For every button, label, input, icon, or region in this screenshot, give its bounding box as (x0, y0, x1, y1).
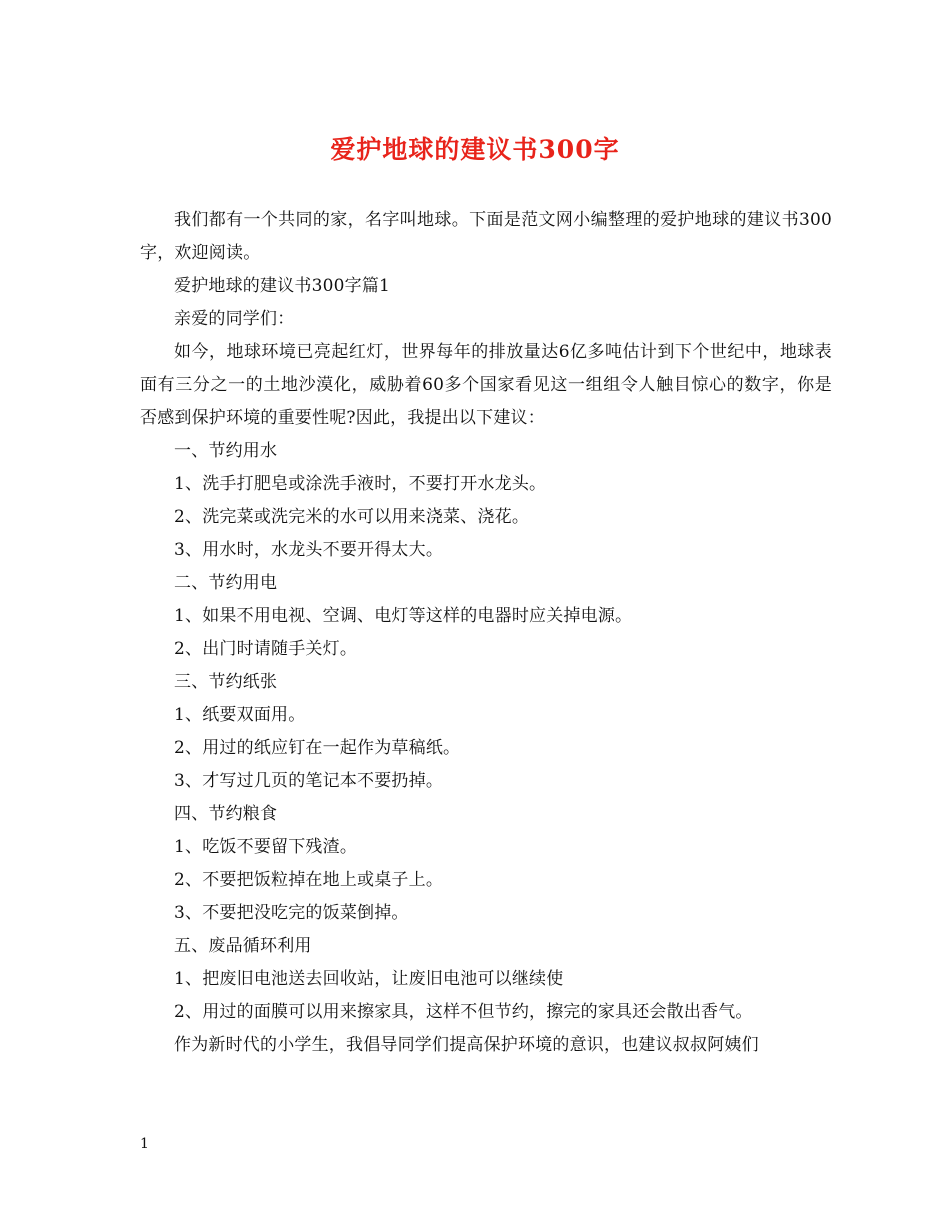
subheading-recycling: 五、废品循环利用 (174, 936, 312, 956)
page-number: 1 (140, 1136, 149, 1152)
list-item: 2、用过的纸应钉在一起作为草稿纸。 (174, 738, 461, 758)
list-item: 1、纸要双面用。 (174, 705, 306, 725)
salutation: 亲爱的同学们： (174, 309, 295, 329)
list-item: 2、出门时请随手关灯。 (174, 639, 358, 659)
list-item: 1、把废旧电池送去回收站，让废旧电池可以继续使 (174, 969, 564, 989)
list-item: 3、不要把没吃完的饭菜倒掉。 (174, 903, 409, 923)
intro-paragraph: 我们都有一个共同的家，名字叫地球。下面是范文网小编整理的爱护地球的建议书300字，欢迎阅读。 (140, 210, 832, 263)
subheading-electricity: 二、节约用电 (174, 573, 278, 593)
section-heading: 爱护地球的建议书300字篇1 (174, 276, 391, 296)
list-item: 2、不要把饭粒掉在地上或桌子上。 (174, 870, 444, 890)
closing-paragraph: 作为新时代的小学生，我倡导同学们提高保护环境的意识，也建议叔叔阿姨们 (174, 1035, 759, 1055)
list-item: 1、洗手打肥皂或涂洗手液时，不要打开水龙头。 (174, 474, 547, 494)
list-item: 3、用水时，水龙头不要开得太大。 (174, 540, 444, 560)
subheading-food: 四、节约粮食 (174, 804, 278, 824)
list-item: 1、如果不用电视、空调、电灯等这样的电器时应关掉电源。 (174, 606, 633, 626)
list-item: 3、才写过几页的笔记本不要扔掉。 (174, 771, 444, 791)
list-item: 1、吃饭不要留下残渣。 (174, 837, 358, 857)
subheading-water: 一、节约用水 (174, 441, 278, 461)
body-paragraph: 如今，地球环境已亮起红灯，世界每年的排放量达6亿多吨估计到下个世纪中，地球表面有三分之一的土地沙漠化，威胁着60多个国家看见这一组组令人触目惊心的数字，你是否感到保护环境的重要性呢?因此，我提出以下建议： (140, 342, 832, 428)
list-item: 2、用过的面膜可以用来擦家具，这样不但节约，擦完的家具还会散出香气。 (174, 1002, 753, 1022)
document-body (140, 204, 832, 1062)
list-item: 2、洗完菜或洗完米的水可以用来浇菜、浇花。 (174, 507, 530, 527)
page-title: 爱护地球的建议书300字 (330, 135, 620, 164)
subheading-paper: 三、节约纸张 (174, 672, 278, 692)
